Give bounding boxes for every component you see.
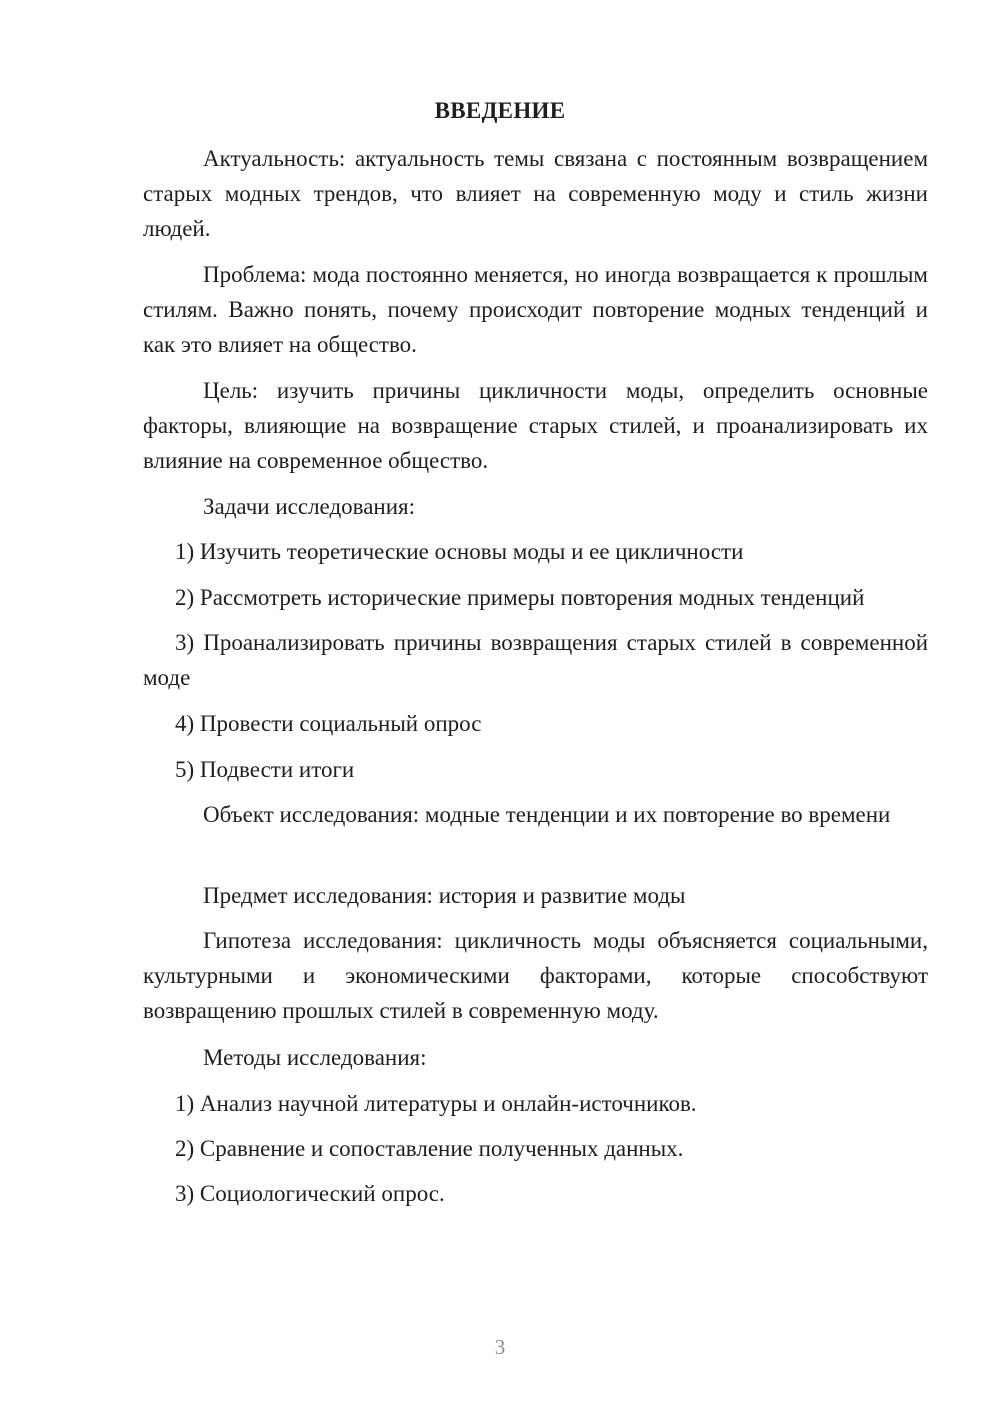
relevance-paragraph: Актуальность: актуальность темы связана с постоянным возвращением старых модных трендов, что влияет на современную моду и стиль жизни людей. — [143, 146, 928, 241]
problem-paragraph: Проблема: мода постоянно меняется, но иногда возвращается к прошлым стилям. Важно понять, почему происходит повторение модных тенденций и как это влияет на общество. — [143, 262, 928, 357]
method-item: 3) Социологический опрос. — [175, 1181, 445, 1206]
method-item: 1) Анализ научной литературы и онлайн-источников. — [175, 1091, 697, 1116]
task-item: 1) Изучить теоретические основы моды и ее цикличности — [175, 539, 744, 564]
task-item: 4) Провести социальный опрос — [175, 711, 482, 736]
goal-paragraph: Цель: изучить причины цикличности моды, определить основные факторы, влияющие на возвращение старых стилей, и проанализировать их влияние на современное общество. — [143, 378, 928, 473]
section-heading: ВВЕДЕНИЕ — [434, 98, 566, 123]
object-paragraph: Объект исследования: модные тенденции и их повторение во времени — [203, 802, 891, 827]
task-item: 3) Проанализировать причины возвращения старых стилей в современной моде — [143, 630, 928, 690]
methods-label: Методы исследования: — [203, 1045, 427, 1070]
subject-paragraph: Предмет исследования: история и развитие моды — [203, 883, 686, 908]
tasks-label: Задачи исследования: — [203, 494, 416, 519]
page-number: 3 — [494, 1335, 506, 1359]
hypothesis-paragraph: Гипотеза исследования: цикличность моды объясняется социальными, культурными и экономическими факторами, которые способствуют возвращению прошлых стилей в современную моду. — [143, 928, 928, 1023]
method-item: 2) Сравнение и сопоставление полученных данных. — [175, 1136, 684, 1161]
task-item: 5) Подвести итоги — [175, 757, 355, 782]
task-item: 2) Рассмотреть исторические примеры повторения модных тенденций — [175, 585, 865, 610]
